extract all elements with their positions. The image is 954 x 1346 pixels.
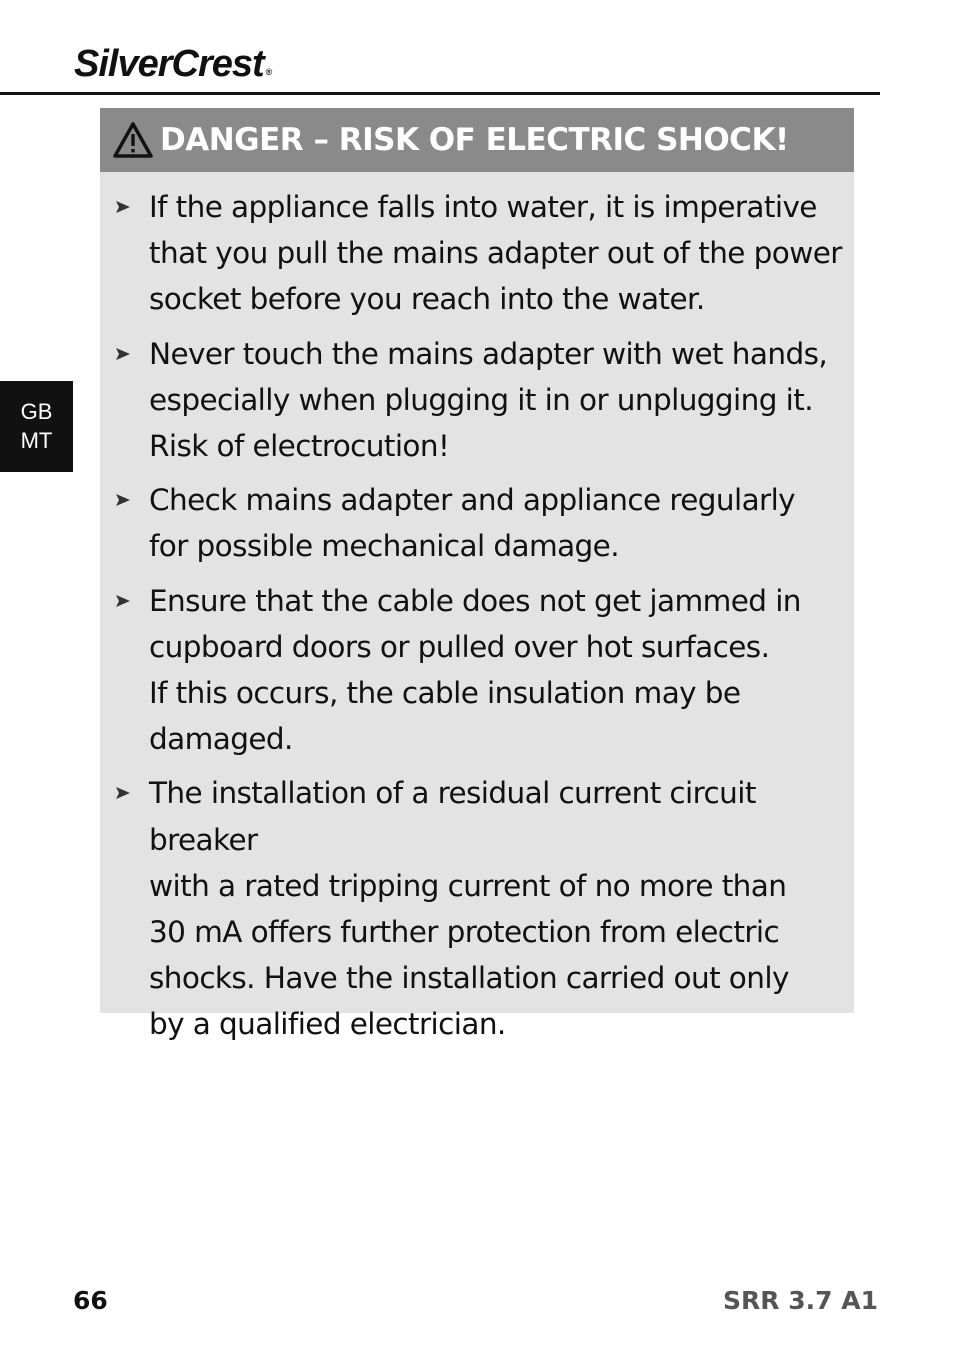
arrow-bullet-icon xyxy=(116,184,132,230)
warning-list-item xyxy=(116,770,844,1047)
arrow-bullet-icon xyxy=(116,477,132,523)
warning-text-line: Check mains adapter and appliance regularly xyxy=(149,483,796,518)
warning-text-line: for possible mechanical damage. xyxy=(149,529,620,564)
arrow-bullet-icon xyxy=(116,331,132,377)
warning-text-line: shocks. Have the installation carried out only xyxy=(149,961,789,996)
language-code-mt: MT xyxy=(20,428,53,453)
registered-mark: ® xyxy=(265,67,272,77)
warning-triangle-icon xyxy=(112,121,154,159)
warning-text-line: Risk of electrocution! xyxy=(149,429,450,464)
warning-list-item xyxy=(116,477,844,569)
arrow-bullet-icon xyxy=(116,770,132,816)
warning-text-line: socket before you reach into the water. xyxy=(149,282,705,317)
warning-text-line: Ensure that the cable does not get jammed in xyxy=(149,583,801,618)
brand-logo xyxy=(74,40,272,88)
warning-text-line: cupboard doors or pulled over hot surfaces. xyxy=(149,629,770,664)
warning-text-line: with a rated tripping current of no more than xyxy=(149,868,787,903)
warning-list-item xyxy=(116,331,844,470)
warning-list xyxy=(100,172,854,1048)
language-tab xyxy=(0,381,73,472)
warning-list-item xyxy=(116,578,844,763)
warning-text-line: If this occurs, the cable insulation may be xyxy=(149,676,741,711)
warning-text-line: by a qualified electrician. xyxy=(149,1007,506,1042)
warning-list-item xyxy=(116,184,844,323)
warning-header xyxy=(100,108,854,172)
warning-text-line: 30 mA offers further protection from electric xyxy=(149,915,780,950)
brand-name: SilverCrest xyxy=(74,43,264,85)
warning-text-line: Never touch the mains adapter with wet hands, xyxy=(149,336,828,371)
warning-text-line: The installation of a residual current circuit breaker xyxy=(149,776,756,857)
warning-text-line: If the appliance falls into water, it is imperative xyxy=(149,190,817,224)
warning-text-line: that you pull the mains adapter out of the power xyxy=(149,236,842,271)
arrow-bullet-icon xyxy=(116,578,132,624)
model-number: SRR 3.7 A1 xyxy=(723,1286,878,1315)
warning-text-line: damaged. xyxy=(149,722,293,757)
header-divider xyxy=(0,92,880,95)
language-code-gb: GB xyxy=(20,399,53,424)
danger-warning-box xyxy=(100,108,854,1042)
warning-title: DANGER – RISK OF ELECTRIC SHOCK! xyxy=(160,122,789,158)
page-number: 66 xyxy=(73,1286,108,1315)
warning-text-line: especially when plugging it in or unplugging it. xyxy=(149,382,813,417)
